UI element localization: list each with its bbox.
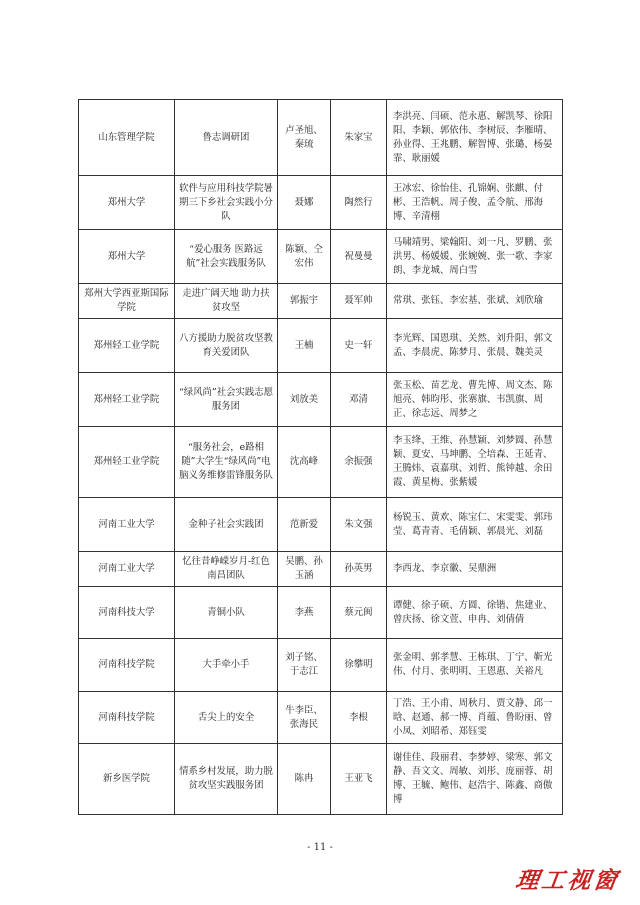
school-cell: 新乡医学院 bbox=[79, 744, 175, 815]
team-cell: 八方援助力脱贫攻坚教育关爱团队 bbox=[175, 319, 278, 373]
table-row bbox=[79, 639, 563, 692]
advisor-cell: 余振强 bbox=[331, 427, 387, 498]
advisor-cell: 聂军帅 bbox=[331, 284, 387, 319]
members-cell: 马啸靖男、梁翰阳、刘一凡、罗鹏、张洪男、杨媛媛、张婉婉、张一歌、李家朗、李龙城、周白雪 bbox=[387, 230, 563, 284]
school-cell: 郑州轻工业学院 bbox=[79, 319, 175, 373]
leader-cell: 李燕 bbox=[278, 587, 331, 639]
school-cell: 郑州大学西亚斯国际学院 bbox=[79, 284, 175, 319]
leader-cell: 沈高峰 bbox=[278, 427, 331, 498]
school-cell: 山东管理学院 bbox=[79, 100, 175, 176]
team-cell: 鲁志调研团 bbox=[175, 100, 278, 176]
school-cell: 郑州大学 bbox=[79, 230, 175, 284]
team-cell: 青铜小队 bbox=[175, 587, 278, 639]
advisor-cell: 史一轩 bbox=[331, 319, 387, 373]
advisor-cell: 蔡元闽 bbox=[331, 587, 387, 639]
school-cell: 河南工业大学 bbox=[79, 552, 175, 587]
participants-table bbox=[78, 99, 563, 815]
team-cell: 大手牵小手 bbox=[175, 639, 278, 692]
advisor-cell: 朱家宝 bbox=[331, 100, 387, 176]
advisor-cell: 李根 bbox=[331, 692, 387, 744]
table-body bbox=[79, 100, 563, 815]
members-cell: 谢佳佳、段丽君、李梦婷、梁寒、郭文静、吾文文、周敏、刘彤、庞丽蓉、胡博、王毓、鲍伟、赵浩宇、陈鑫、商傲博 bbox=[387, 744, 563, 815]
page-number: - 11 - bbox=[307, 842, 333, 853]
watermark-logo: 理工视窗 bbox=[513, 867, 622, 894]
table-row bbox=[79, 373, 563, 427]
table-row bbox=[79, 692, 563, 744]
team-cell: “爱心服务 医路远航”社会实践服务队 bbox=[175, 230, 278, 284]
team-cell: 金种子社会实践团 bbox=[175, 498, 278, 552]
advisor-cell: 徐攀明 bbox=[331, 639, 387, 692]
table-row bbox=[79, 587, 563, 639]
leader-cell: 聂娜 bbox=[278, 176, 331, 230]
advisor-cell: 祝曼曼 bbox=[331, 230, 387, 284]
members-cell: 张玉松、苗艺龙、曹先博、周文杰、陈旭亮、韩昀彤、张寨旗、韦凯旗、周正、徐志远、周梦之 bbox=[387, 373, 563, 427]
members-cell: 李玉绛、王维、孙慧颖、刘梦圆、孙慧颖、夏安、马坤鹏、仝培森、王延青、王腾炜、袁嘉琪、刘哲、熊钟越、余田霞、黄星梅、张紫媛 bbox=[387, 427, 563, 498]
table-row bbox=[79, 319, 563, 373]
team-cell: 舌尖上的安全 bbox=[175, 692, 278, 744]
leader-cell: 刘子铭、于志江 bbox=[278, 639, 331, 692]
members-cell: 李洪亮、闫硕、范永惠、解凯琴、徐阳阳、李颖、郭依伟、李树辰、李雁晴、孙业得、王兆鹏、解智博、张璐、杨晏霏、耿丽媛 bbox=[387, 100, 563, 176]
team-cell: 情系乡村发展，助力脱贫攻坚实践服务团 bbox=[175, 744, 278, 815]
team-cell: “服务社会，e路相随”大学生“绿风尚”电脑义务维修雷锋服务队 bbox=[175, 427, 278, 498]
school-cell: 河南科技学院 bbox=[79, 692, 175, 744]
advisor-cell: 朱文强 bbox=[331, 498, 387, 552]
members-cell: 谭健、徐子硕、方圆、徐锴、焦建业、曾庆扬、徐文萱、申冉、刘倩倩 bbox=[387, 587, 563, 639]
team-cell: 软件与应用科技学院暑期三下乡社会实践小分队 bbox=[175, 176, 278, 230]
school-cell: 郑州轻工业学院 bbox=[79, 373, 175, 427]
team-cell: “绿风尚”社会实践志愿服务团 bbox=[175, 373, 278, 427]
school-cell: 郑州大学 bbox=[79, 176, 175, 230]
school-cell: 河南科技学院 bbox=[79, 639, 175, 692]
members-cell: 王冰宏、徐怡佳、孔锦娴、张麒、付彬、王浩帆、周子俊、孟令航、邢海博、辛清栩 bbox=[387, 176, 563, 230]
school-cell: 河南工业大学 bbox=[79, 498, 175, 552]
table-row bbox=[79, 498, 563, 552]
members-cell: 丁浩、王小甫、周秋月、贾文静、邱一晗、赵通、郝一博、肖蕴、鲁盼丽、曾小凤、刘昭希、郑钰雯 bbox=[387, 692, 563, 744]
advisor-cell: 王亚飞 bbox=[331, 744, 387, 815]
table-row bbox=[79, 230, 563, 284]
table-row bbox=[79, 744, 563, 815]
school-cell: 郑州轻工业学院 bbox=[79, 427, 175, 498]
leader-cell: 郭振宇 bbox=[278, 284, 331, 319]
leader-cell: 陈颖、仝宏伟 bbox=[278, 230, 331, 284]
leader-cell: 范新爱 bbox=[278, 498, 331, 552]
leader-cell: 牛李臣、张海民 bbox=[278, 692, 331, 744]
school-cell: 河南科技大学 bbox=[79, 587, 175, 639]
team-cell: 忆往昔峥嵘岁月-红色南昌团队 bbox=[175, 552, 278, 587]
table-row bbox=[79, 284, 563, 319]
table-row bbox=[79, 552, 563, 587]
leader-cell: 陈冉 bbox=[278, 744, 331, 815]
advisor-cell: 陶然行 bbox=[331, 176, 387, 230]
members-cell: 李光辉、国恩琪、关然、刘升阳、郭文孟、李晨虎、陈梦月、张晨、魏美灵 bbox=[387, 319, 563, 373]
table-row bbox=[79, 100, 563, 176]
leader-cell: 刘放美 bbox=[278, 373, 331, 427]
table-row bbox=[79, 176, 563, 230]
members-cell: 李西龙、李京徽、吴鼎洲 bbox=[387, 552, 563, 587]
leader-cell: 吴鹏、孙玉涵 bbox=[278, 552, 331, 587]
advisor-cell: 邓清 bbox=[331, 373, 387, 427]
table-row bbox=[79, 427, 563, 498]
members-cell: 张金明、郭孝慧、王栋琪、丁宁、靳光伟、付月、张明明、王恩惠、关裕凡 bbox=[387, 639, 563, 692]
team-cell: 走进广阔天地 助力扶贫攻坚 bbox=[175, 284, 278, 319]
advisor-cell: 孙英男 bbox=[331, 552, 387, 587]
leader-cell: 王楠 bbox=[278, 319, 331, 373]
leader-cell: 卢圣旭、秦琉 bbox=[278, 100, 331, 176]
members-cell: 杨锐玉、黄欢、陈宝仁、宋雯雯、郭玮莹、葛青青、毛倩颖、郭晨光、刘磊 bbox=[387, 498, 563, 552]
members-cell: 常琪、张钰、李宏基、张斌、刘欣瑜 bbox=[387, 284, 563, 319]
